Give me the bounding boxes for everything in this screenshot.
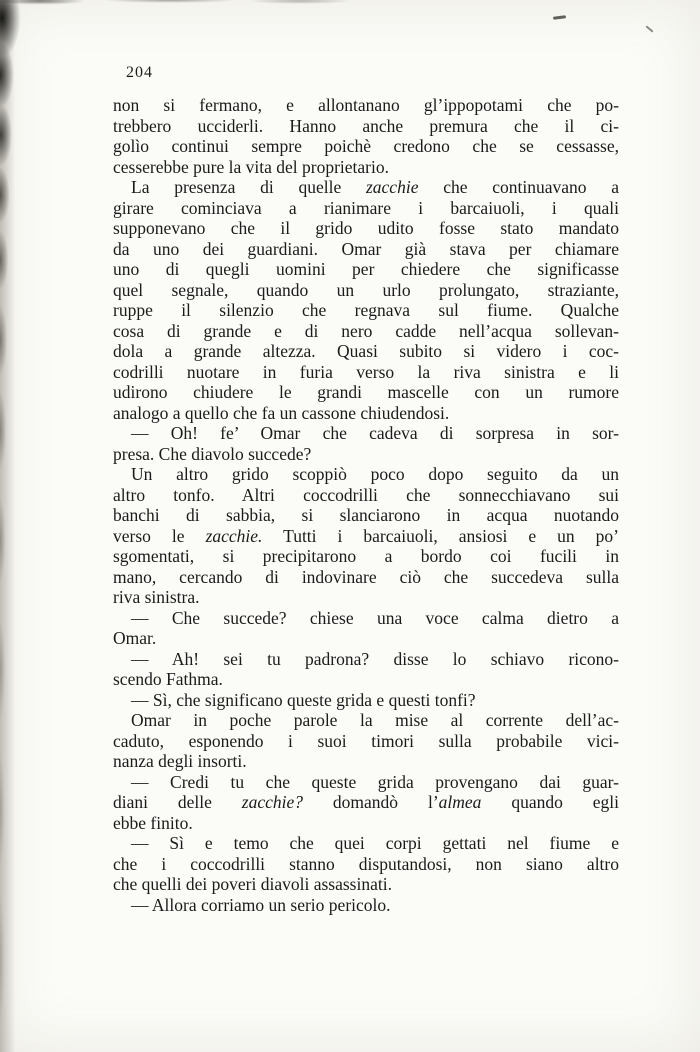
text-segment: Omar. — [113, 628, 157, 648]
text-segment: banchi di sabbia, si slanciarono in acqua nuotando — [113, 505, 619, 525]
text-line — [113, 608, 619, 629]
text-segment: codrilli nuotare in furia verso la riva sinistra e li — [113, 361, 619, 382]
text-line — [113, 772, 619, 793]
text-line — [113, 854, 619, 875]
text-segment: domandò l’ — [303, 792, 439, 812]
text-line — [113, 239, 619, 260]
text-line — [113, 833, 619, 854]
text-segment: golìo continui sempre poichè credono che se cessasse, — [113, 136, 619, 156]
page-number: 204 — [126, 64, 153, 81]
text-segment: che continuavano a — [418, 177, 619, 197]
text-line — [113, 813, 619, 834]
text-line — [113, 362, 619, 383]
text-line — [113, 341, 619, 362]
text-line — [113, 874, 619, 895]
text-line — [113, 157, 619, 178]
text-line — [113, 116, 619, 137]
text-segment: — Sì, che significano queste grida e questi tonfi? — [131, 689, 476, 710]
text-segment: La presenza di quelle — [131, 177, 366, 197]
italic-text-segment: zacchie. — [205, 525, 263, 546]
text-line — [113, 95, 619, 116]
text-segment: sgomentati, si precipitarono a bordo coi fucili in — [113, 546, 619, 566]
text-line — [113, 649, 619, 670]
text-segment: ebbe finito. — [113, 812, 193, 833]
text-line — [113, 546, 619, 567]
text-line — [113, 710, 619, 731]
text-line — [113, 587, 619, 608]
text-line — [113, 628, 619, 649]
text-segment: — Oh! fe’ Omar che cadeva di sorpresa in sor- — [131, 423, 619, 443]
text-line — [113, 895, 619, 916]
scan-speck — [553, 15, 566, 20]
text-line — [113, 792, 619, 813]
text-segment: cosa di grande e di nero cadde nell’acqua sollevan- — [113, 320, 619, 341]
text-segment: uno di quegli uomini per chiedere che significasse — [113, 259, 619, 279]
text-line — [113, 751, 619, 772]
text-segment: quel segnale, quando un urlo prolungato, straziante, — [113, 279, 619, 300]
text-segment: caduto, esponendo i suoi timori sulla probabile vici- — [113, 730, 619, 751]
text-segment: — Ah! sei tu padrona? disse lo schiavo ricono- — [131, 648, 619, 669]
text-segment: ruppe il silenzio che regnava sul fiume. Qualche — [113, 300, 619, 320]
italic-text-segment: almea — [438, 792, 482, 812]
text-line — [113, 136, 619, 157]
text-segment: nanza degli insorti. — [113, 751, 247, 771]
text-segment: diani delle — [113, 792, 242, 812]
text-line — [113, 218, 619, 239]
text-segment: — Allora corriamo un serio pericolo. — [131, 894, 391, 915]
text-segment: Omar in poche parole la mise al corrente dell’ac- — [131, 710, 619, 730]
text-line — [113, 423, 619, 444]
text-line — [113, 300, 619, 321]
text-line — [113, 731, 619, 752]
text-line — [113, 526, 619, 547]
text-line — [113, 382, 619, 403]
text-segment: — Sì e temo che quei corpi gettati nel fiume e — [131, 833, 619, 853]
text-segment: verso le — [113, 525, 206, 546]
text-segment: supponevano che il grido udito fosse stato mandato — [113, 218, 619, 238]
italic-text-segment: zacchie — [365, 177, 419, 197]
text-segment: da uno dei guardiani. Omar già stava per chiamare — [113, 238, 619, 259]
text-segment: girare cominciava a rianimare i barcaiuoli, i quali — [113, 197, 619, 218]
text-line — [113, 280, 619, 301]
text-segment: Tutti i barcaiuoli, ansiosi e un po’ — [262, 525, 619, 546]
text-segment: cesserebbe pure la vita del proprietario. — [113, 156, 389, 177]
text-line — [113, 259, 619, 280]
text-segment: che i coccodrilli stanno disputandosi, non siano altro — [113, 853, 619, 874]
text-line — [113, 669, 619, 690]
text-segment: altro tonfo. Altri coccodrilli che sonnecchiavano sui — [113, 484, 619, 505]
text-segment: non si fermano, e allontanano gl’ippopotami che po- — [113, 95, 619, 115]
text-segment: mano, cercando di indovinare ciò che succedeva sulla — [113, 566, 619, 587]
text-segment: presa. Che diavolo succede? — [113, 443, 312, 464]
text-line — [113, 444, 619, 465]
text-segment: dola a grande altezza. Quasi subito si videro i coc- — [113, 341, 619, 361]
text-segment: — Credi tu che queste grida provengano dai guar- — [131, 771, 619, 792]
scan-artifact-top-edge — [0, 0, 420, 12]
text-line — [113, 464, 619, 485]
text-segment: scendo Fathma. — [113, 669, 223, 689]
italic-text-segment: zacchie? — [241, 792, 304, 812]
text-segment: che quelli dei poveri diavoli assassinati. — [113, 874, 392, 894]
text-segment: Un altro grido scoppiò poco dopo seguito da un — [131, 464, 619, 484]
text-line — [113, 690, 619, 711]
text-line — [113, 505, 619, 526]
scan-artifact-left-edge — [0, 0, 34, 1052]
text-segment: udirono chiudere le grandi mascelle con un rumore — [113, 382, 619, 402]
text-block — [113, 95, 619, 915]
text-segment: trebbero ucciderli. Hanno anche premura che il ci- — [113, 115, 619, 136]
text-line — [113, 567, 619, 588]
text-line — [113, 321, 619, 342]
text-line — [113, 177, 619, 198]
text-segment: — Che succede? chiese una voce calma dietro a — [131, 607, 619, 628]
scan-speck — [645, 25, 653, 32]
text-segment: quando egli — [481, 792, 619, 812]
text-segment: riva sinistra. — [113, 587, 200, 607]
text-line — [113, 485, 619, 506]
text-line — [113, 403, 619, 424]
text-line — [113, 198, 619, 219]
text-segment: analogo a quello che fa un cassone chiudendosi. — [113, 402, 450, 423]
